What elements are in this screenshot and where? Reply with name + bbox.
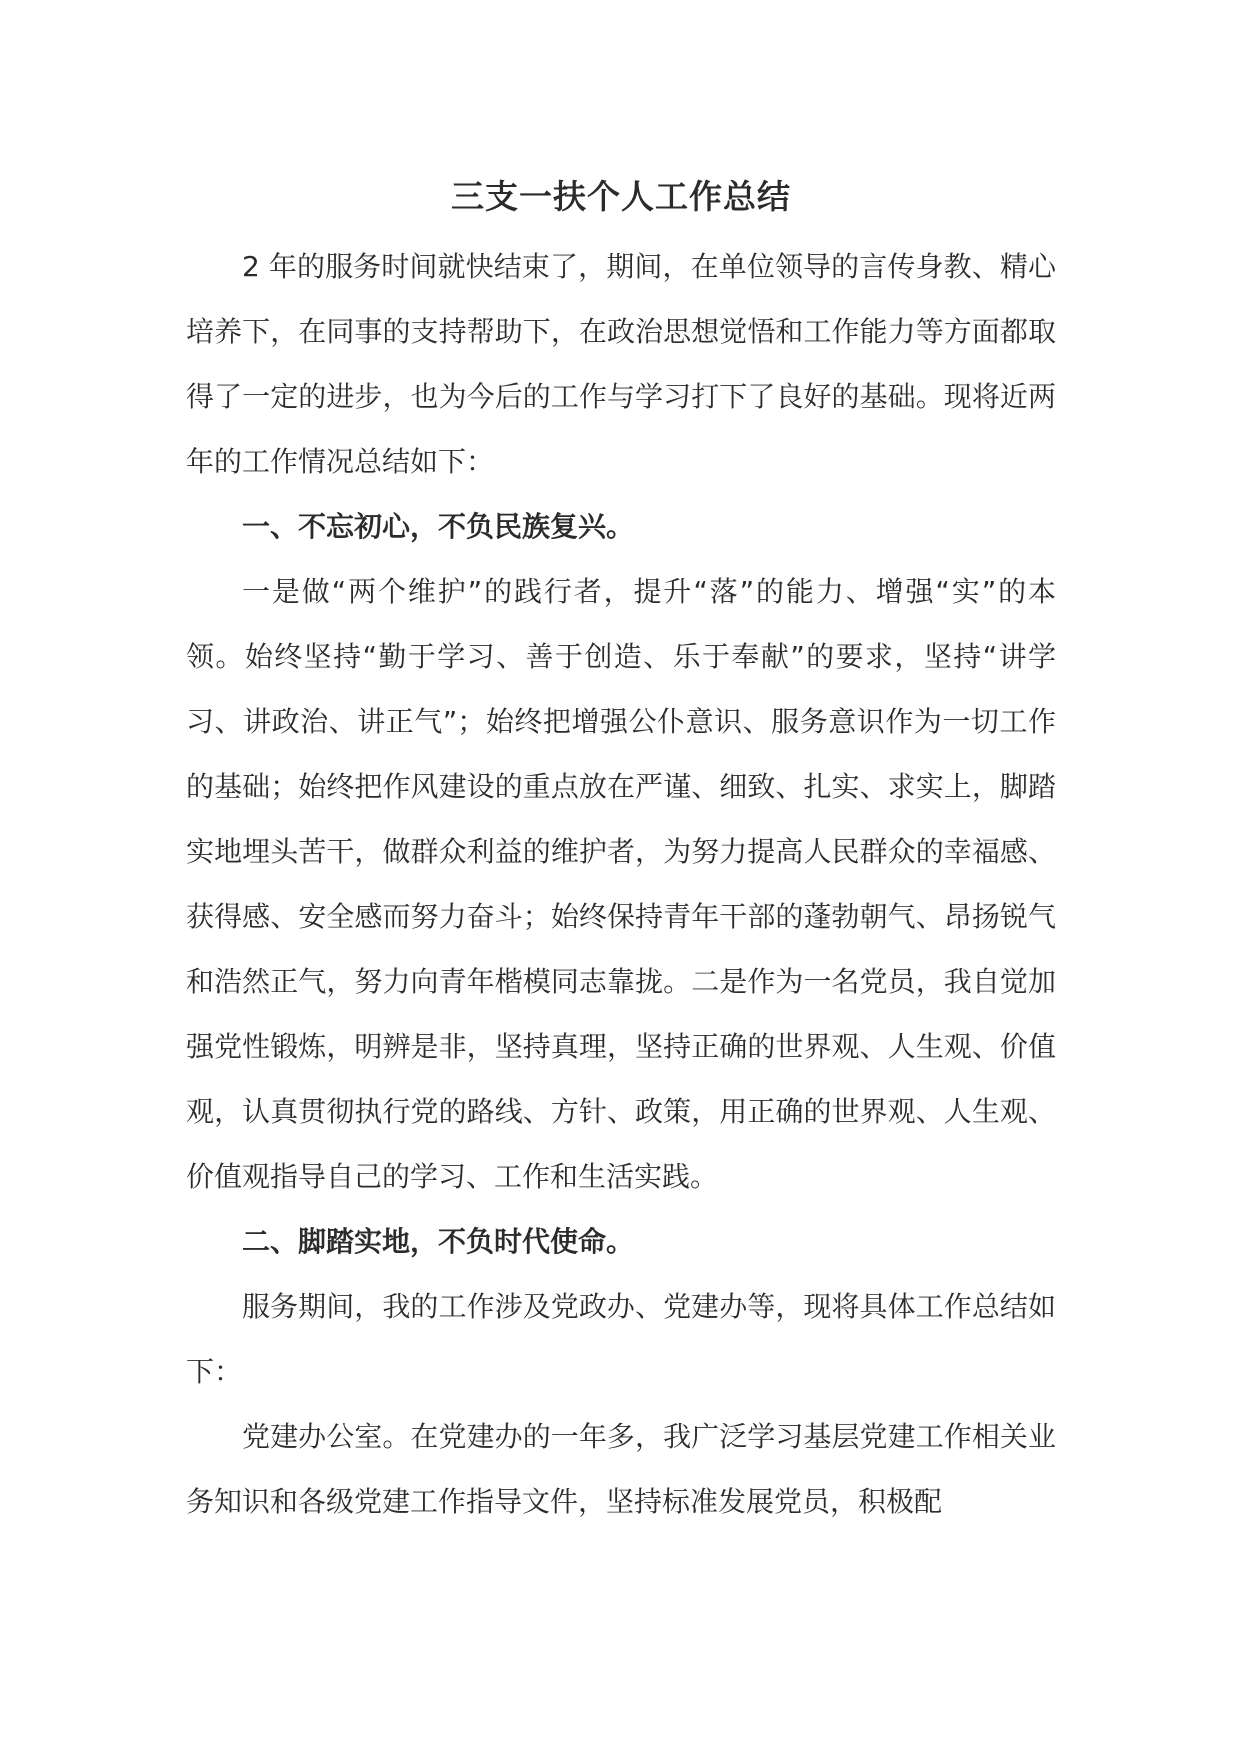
paragraph-section-2-intro: 服务期间，我的工作涉及党政办、党建办等，现将具体工作总结如下： (186, 1290, 1056, 1388)
section-heading-1: 一、不忘初心，不负民族复兴。 (242, 510, 635, 543)
paragraph-intro: 2 年的服务时间就快结束了，期间，在单位领导的言传身教、精心培养下，在同事的支持帮助下，在政治思想觉悟和工作能力等方面都取得了一定的进步，也为今后的工作与学习打下了良好的基础。现将近两年的工作情况总结如下： (186, 250, 1056, 478)
document-title: 三支一扶个人工作总结 (451, 177, 791, 216)
section-heading-2: 二、脚踏实地，不负时代使命。 (242, 1225, 635, 1258)
document-page (186, 172, 1056, 1534)
paragraph-section-1: 一是做“两个维护”的践行者，提升“落”的能力、增强“实”的本领。始终坚持“勤于学习、善于创造、乐于奉献”的要求，坚持“讲学习、讲政治、讲正气”；始终把增强公仆意识、服务意识作为一切工作的基础；始终把作风建设的重点放在严谨、细致、扎实、求实上，脚踏实地埋头苦干，做群众利益的维护者，为努力提高人民群众的幸福感、获得感、安全感而努力奋斗；始终保持青年干部的蓬勃朝气、昂扬锐气和浩然正气，努力向青年楷模同志靠拢。二是作为一名党员，我自觉加强党性锻炼，明辨是非，坚持真理，坚持正确的世界观、人生观、价值观，认真贯彻执行党的路线、方针、政策，用正确的世界观、人生观、价值观指导自己的学习、工作和生活实践。 (186, 575, 1056, 1193)
paragraph-party-office: 党建办公室。在党建办的一年多，我广泛学习基层党建工作相关业务知识和各级党建工作指导文件，坚持标准发展党员，积极配 (186, 1420, 1056, 1518)
